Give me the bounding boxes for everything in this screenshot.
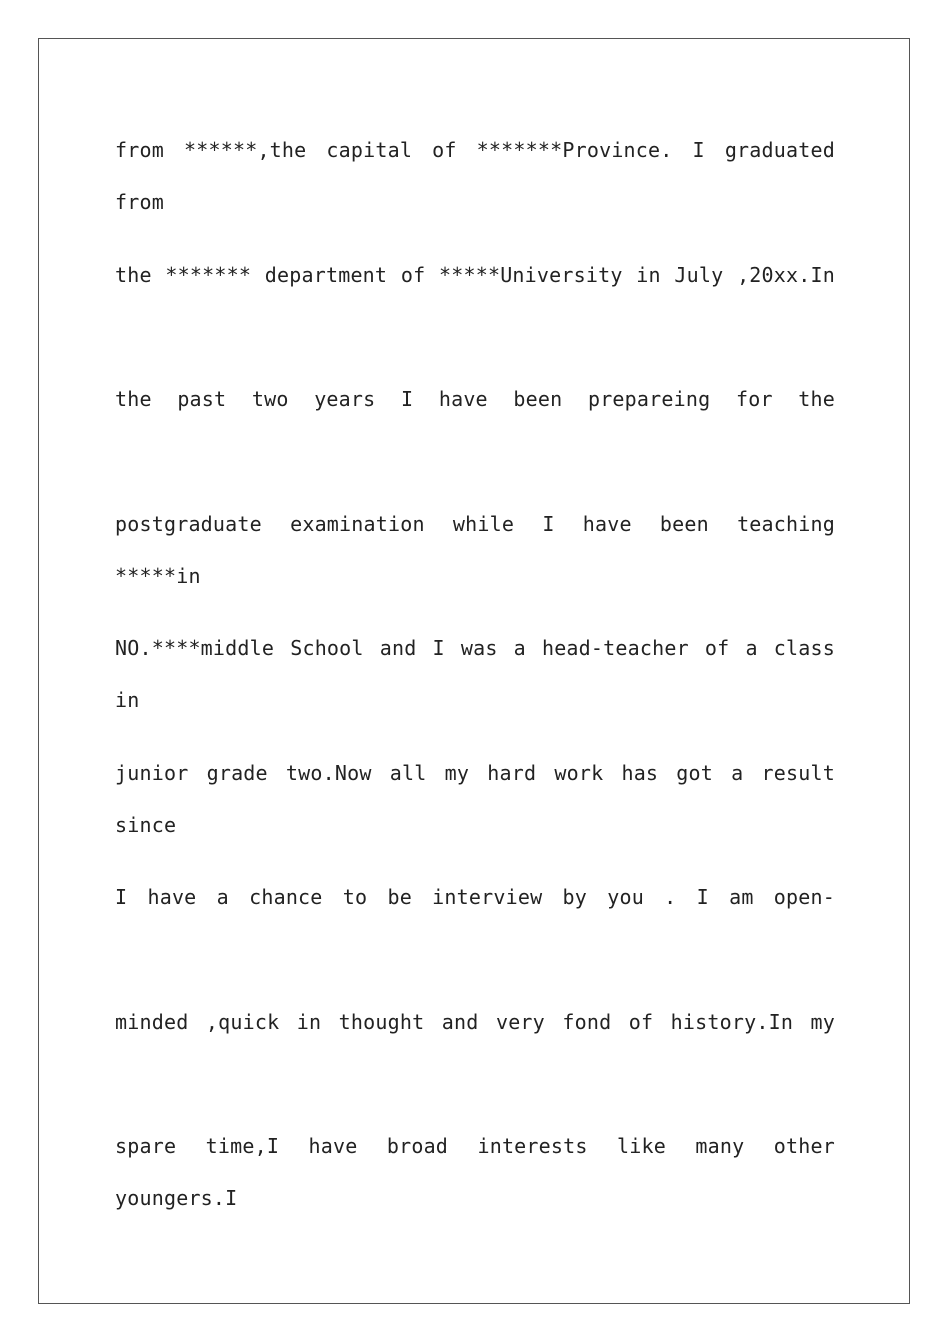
text-line-4: postgraduate examination while I have been teaching *****in — [115, 511, 835, 588]
document-body — [115, 124, 835, 1245]
text-line-7: I have a chance to be interview by you . I am open- — [115, 885, 835, 909]
text-line-3: the past two years I have been prepareing for the — [115, 387, 835, 411]
text-line-5: NO.****middle School and I was a head-teacher of a class in — [115, 636, 835, 712]
text-line-8: minded ,quick in thought and very fond of history.In my — [115, 1009, 835, 1034]
text-line-9: spare time,I have broad interests like many other youngers.I — [115, 1134, 835, 1210]
text-line-6: junior grade two.Now all my hard work has got a result since — [115, 760, 835, 837]
text-line-1: from ******,the capital of *******Province. I graduated from — [115, 138, 835, 214]
text-line-2: the ******* department of *****University in July ,20xx.In — [115, 262, 835, 287]
